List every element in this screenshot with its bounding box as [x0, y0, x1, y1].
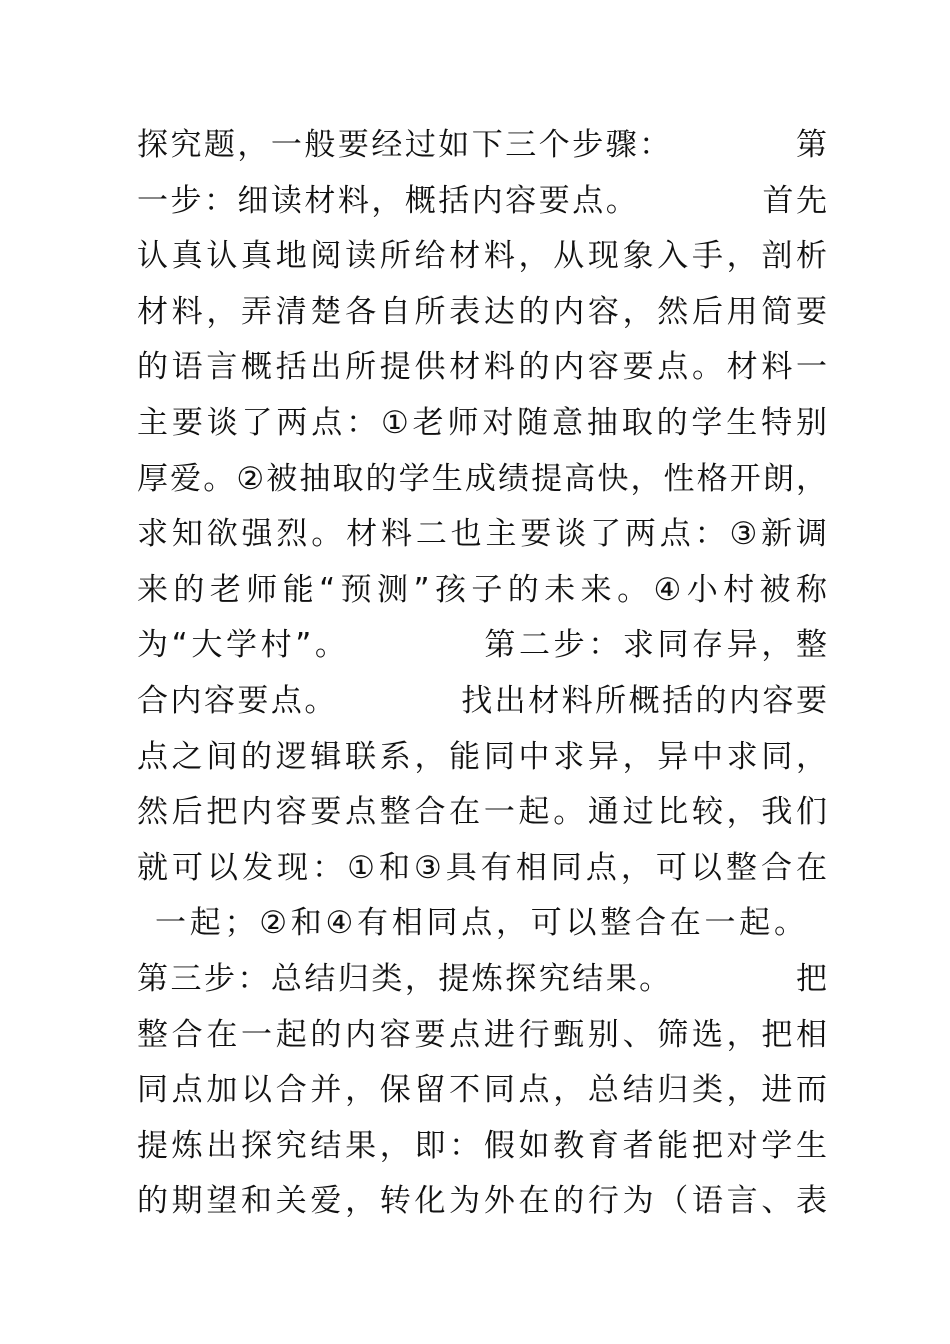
text-line-13: 然后把内容要点整合在一起。通过比较，我们 — [137, 794, 827, 831]
text-line-1: 探究题，一般要经过如下三个步骤： 第 — [137, 127, 827, 163]
text-line-19: 提炼出探究结果，即：假如教育者能把对学生 — [137, 1127, 827, 1164]
text-line-15: 一起；②和④有相同点，可以整合在一起。 — [155, 905, 805, 942]
text-line-7: 厚爱。②被抽取的学生成绩提高快，性格开朗， — [137, 460, 827, 497]
text-line-4: 材料，弄清楚各自所表达的内容，然后用简要 — [137, 293, 827, 330]
text-line-8: 求知欲强烈。材料二也主要谈了两点：③新调 — [137, 516, 827, 553]
text-line-6: 主要谈了两点：①老师对随意抽取的学生特别 — [137, 404, 827, 441]
text-line-17: 整合在一起的内容要点进行甄别、筛选，把相 — [137, 1016, 827, 1053]
document-body-text — [137, 118, 827, 1230]
text-line-16: 第三步：总结归类，提炼探究结果。 把 — [137, 960, 827, 997]
text-line-5: 的语言概括出所提供材料的内容要点。材料一 — [137, 349, 827, 386]
text-line-11: 合内容要点。 找出材料所概括的内容要 — [137, 682, 827, 719]
text-line-14: 就可以发现：①和③具有相同点，可以整合在 — [137, 849, 827, 886]
text-line-12: 点之间的逻辑联系，能同中求异，异中求同， — [137, 738, 827, 775]
text-line-2: 一步：细读材料，概括内容要点。 首先 — [137, 182, 827, 219]
text-line-3: 认真认真地阅读所给材料，从现象入手，剖析 — [137, 238, 827, 275]
text-line-18: 同点加以合并，保留不同点，总结归类，进而 — [137, 1072, 827, 1109]
text-line-10: 为“大学村”。 第二步：求同存异，整 — [137, 627, 827, 664]
text-line-9: 来的老师能“预测”孩子的未来。④小村被称 — [137, 571, 827, 608]
text-line-20: 的期望和关爱，转化为外在的行为（语言、表 — [137, 1183, 827, 1220]
